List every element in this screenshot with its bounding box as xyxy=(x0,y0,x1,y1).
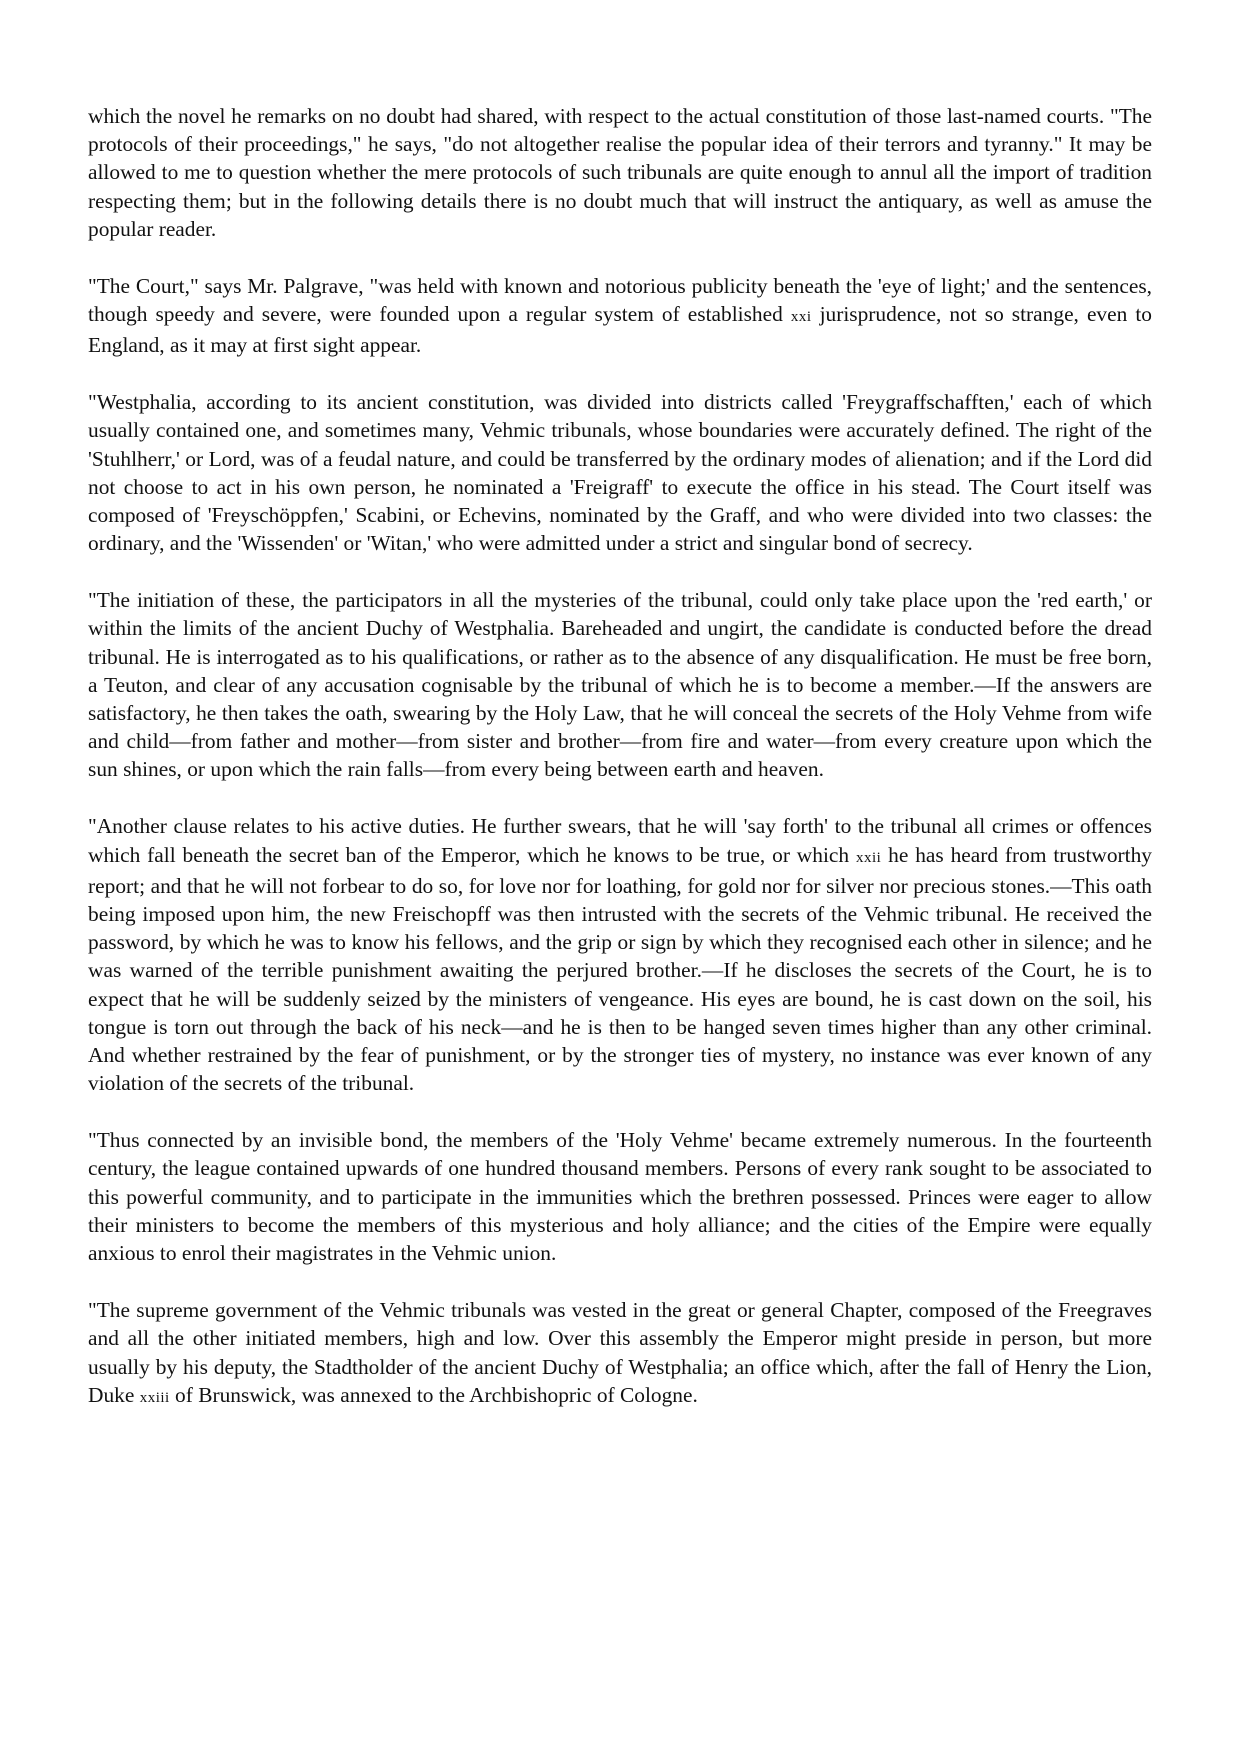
paragraph-7 xyxy=(88,1296,1152,1412)
paragraph-2-text-part-2: jurisprudence, not so strange, even to England, as it may at first sight appear. xyxy=(88,302,1152,358)
paragraph-5 xyxy=(88,812,1152,1097)
paragraph-2-text-part-1: "The Court," says Mr. Palgrave, "was held with known and notorious publicity beneath the 'eye of light;' and the sentences, though speedy and severe, were founded upon a regular system of established xyxy=(88,273,1152,327)
paragraph-3 xyxy=(88,388,1152,557)
paragraph-7-text-part-1: "The supreme government of the Vehmic tribunals was vested in the great or general Chapter, composed of the Freegraves and all the other initiated members, high and low. Over this assembly the Emperor might preside in person, but more usually by his deputy, the Stadtholder of the ancient Duchy of Westphalia; an office which, after the fall of Henry the Lion, Duke xyxy=(88,1298,1152,1407)
paragraph-4 xyxy=(88,586,1152,783)
paragraph-4-text: "The initiation of these, the participators in all the mysteries of the tribunal, could only take place upon the 'red earth,' or within the limits of the ancient Duchy of Westphalia. Bareheaded and ungirt, the candidate is conducted before the dread tribunal. He is interrogated as to his qualifications, or rather as to the absence of any disqualification. He must be free born, a Teuton, and clear of any accusation cognisable by the tribunal of which he is to become a member.—If the answers are satisfactory, he then takes the oath, swearing by the Holy Law, that he will conceal the secrets of the Holy Vehme from wife and child—from father and mother—from sister and brother—from fire and water—from every creature upon which the sun shines, or upon which the rain falls—from every being between earth and heaven. xyxy=(88,588,1152,782)
paragraph-7-text-part-2: of Brunswick, was annexed to the Archbishopric of Cologne. xyxy=(169,1382,698,1407)
paragraph-6-text: "Thus connected by an invisible bond, the members of the 'Holy Vehme' became extremely numerous. In the fourteenth century, the league contained upwards of one hundred thousand members. Persons of every rank sought to be associated to this powerful community, and to participate in the immunities which the brethren possessed. Princes were eager to allow their ministers to become the members of this mysterious and holy alliance; and the cities of the Empire were equally anxious to enrol their magistrates in the Vehmic union. xyxy=(88,1128,1152,1266)
paragraph-6 xyxy=(88,1126,1152,1267)
page-marker-xxi: xxi xyxy=(790,309,812,326)
paragraph-1-text: which the novel he remarks on no doubt had shared, with respect to the actual constitution of those last-named courts. "The protocols of their proceedings," he says, "do not altogether realise the popular idea of their terrors and tyranny." It may be allowed to me to question whether the mere protocols of such tribunals are quite enough to annul all the import of tradition respecting them; but in the following details there is no doubt much that will instruct the antiquary, as well as amuse the popular reader. xyxy=(88,104,1152,241)
paragraph-1 xyxy=(88,102,1152,243)
document-page xyxy=(88,102,1152,1441)
page-marker-xxii: xxii xyxy=(855,849,882,866)
paragraph-5-text-part-1: "Another clause relates to his active duties. He further swears, that he will 'say forth' to the tribunal all crimes or offences which fall beneath the secret ban of the Emperor, which he knows to be true, or which xyxy=(88,814,1152,867)
paragraph-2 xyxy=(88,272,1152,360)
paragraph-5-text-part-2: he has heard from trustworthy report; and that he will not forbear to do so, for love nor for loathing, for gold nor for silver nor precious stones.—This oath being imposed upon him, the new Freischopff was then intrusted with the secrets of the Vehmic tribunal. He received the password, by which he was to know his fellows, and the grip or sign by which they recognised each other in silence; and he was warned of the terrible punishment awaiting the perjured brother.—If he discloses the secrets of the Court, he is to expect that he will be suddenly seized by the ministers of vengeance. His eyes are bound, he is cast down on the soil, his tongue is torn out through the back of his neck—and he is then to be hanged seven times higher than any other criminal. And whether restrained by the fear of punishment, or by the stronger ties of mystery, no instance was ever known of any violation of the secrets of the tribunal. xyxy=(88,842,1152,1096)
paragraph-3-text: "Westphalia, according to its ancient constitution, was divided into districts called 'Freygraffschafften,' each of which usually contained one, and sometimes many, Vehmic tribunals, whose boundaries were accurately defined. The right of the 'Stuhlherr,' or Lord, was of a feudal nature, and could be transferred by the ordinary modes of alienation; and if the Lord did not choose to act in his own person, he nominated a 'Freigraff' to execute the office in his stead. The Court itself was composed of 'Freyschöppfen,' Scabini, or Echevins, nominated by the Graff, and who were divided into two classes: the ordinary, and the 'Wissenden' or 'Witan,' who were admitted under a strict and singular bond of secrecy. xyxy=(88,390,1152,556)
page-marker-xxiii: xxiii xyxy=(139,1389,170,1406)
